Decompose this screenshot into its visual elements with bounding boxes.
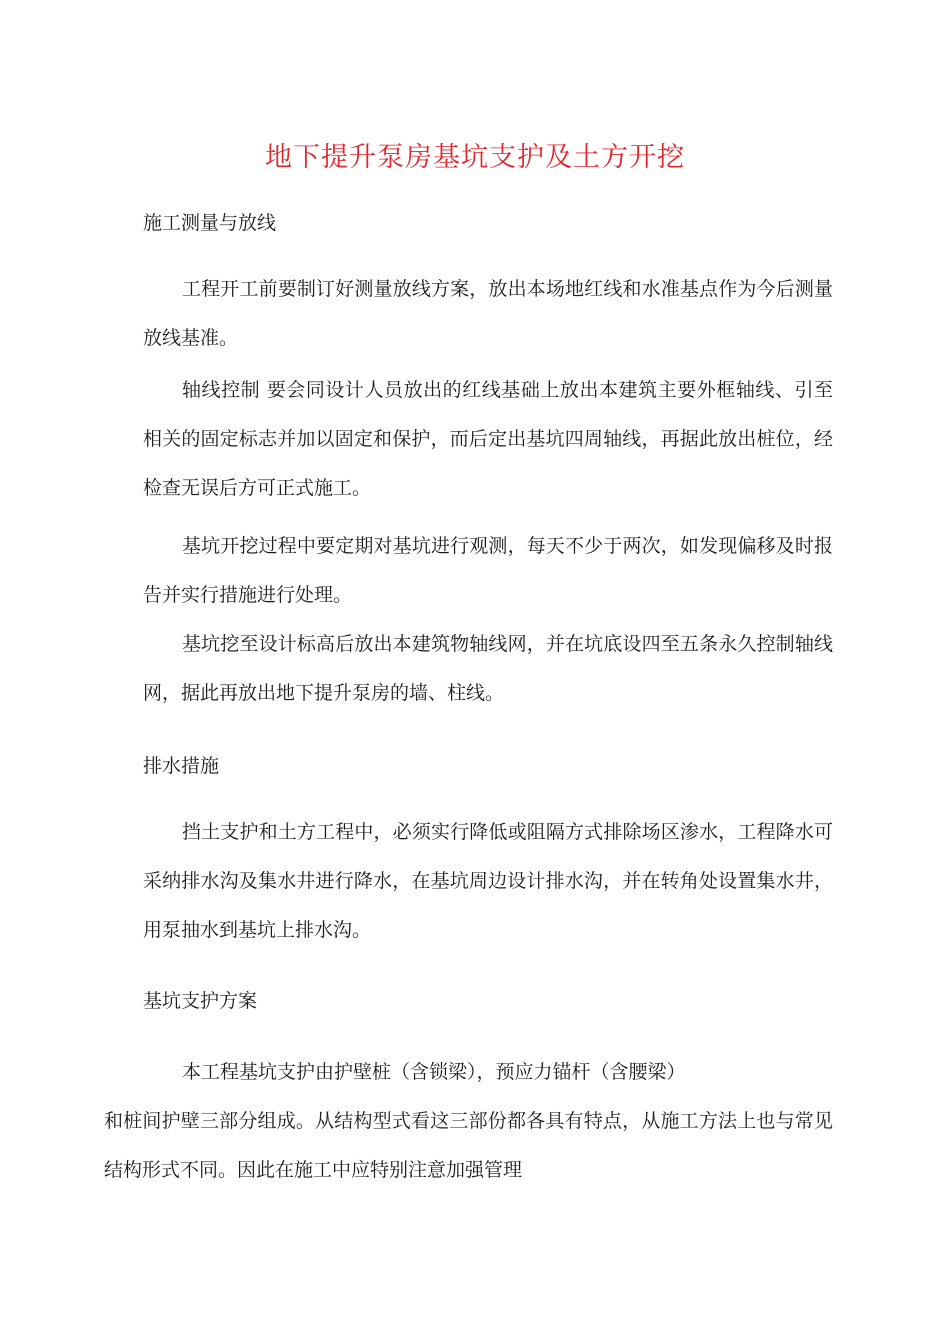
paragraph-continuation: 和桩间护壁三部分组成。从结构型式看这三部份都各具有特点，从施工方法上也与常见结构形式不同。因此在施工中应特别注意加强管理: [104, 1110, 833, 1181]
paragraph-line: 本工程基坑支护由护壁桩（含锁梁），预应力锚杆（含腰梁）: [182, 1061, 686, 1083]
paragraph: 挡土支护和土方工程中，必须实行降低或阻隔方式排除场区渗水，工程降水可采纳排水沟及集水井进行降水，在基坑周边设计排水沟，并在转角处设置集水井，用泵抽水到基坑上排水沟。: [143, 821, 833, 941]
section-heading-support-plan: 基坑支护方案: [143, 990, 258, 1012]
section-heading-drainage: 排水措施: [143, 755, 220, 777]
document-title: 地下提升泵房基坑支护及土方开挖: [265, 142, 685, 173]
paragraph: 工程开工前要制订好测量放线方案，放出本场地红线和水准基点作为今后测量放线基准。: [143, 278, 833, 349]
paragraph: 基坑开挖过程中要定期对基坑进行观测，每天不少于两次，如发现偏移及时报告并实行措施进行处理。: [143, 535, 833, 606]
section-heading-survey: 施工测量与放线: [143, 212, 277, 234]
paragraph: 轴线控制 要会同设计人员放出的红线基础上放出本建筑主要外框轴线、引至相关的固定标志并加以固定和保护，而后定出基坑四周轴线，再据此放出桩位，经检查无误后方可正式施工。: [143, 379, 833, 499]
paragraph: 基坑挖至设计标高后放出本建筑物轴线网，并在坑底设四至五条永久控制轴线网，据此再放出地下提升泵房的墙、柱线。: [143, 633, 833, 704]
paragraph-group: [104, 1048, 833, 1195]
